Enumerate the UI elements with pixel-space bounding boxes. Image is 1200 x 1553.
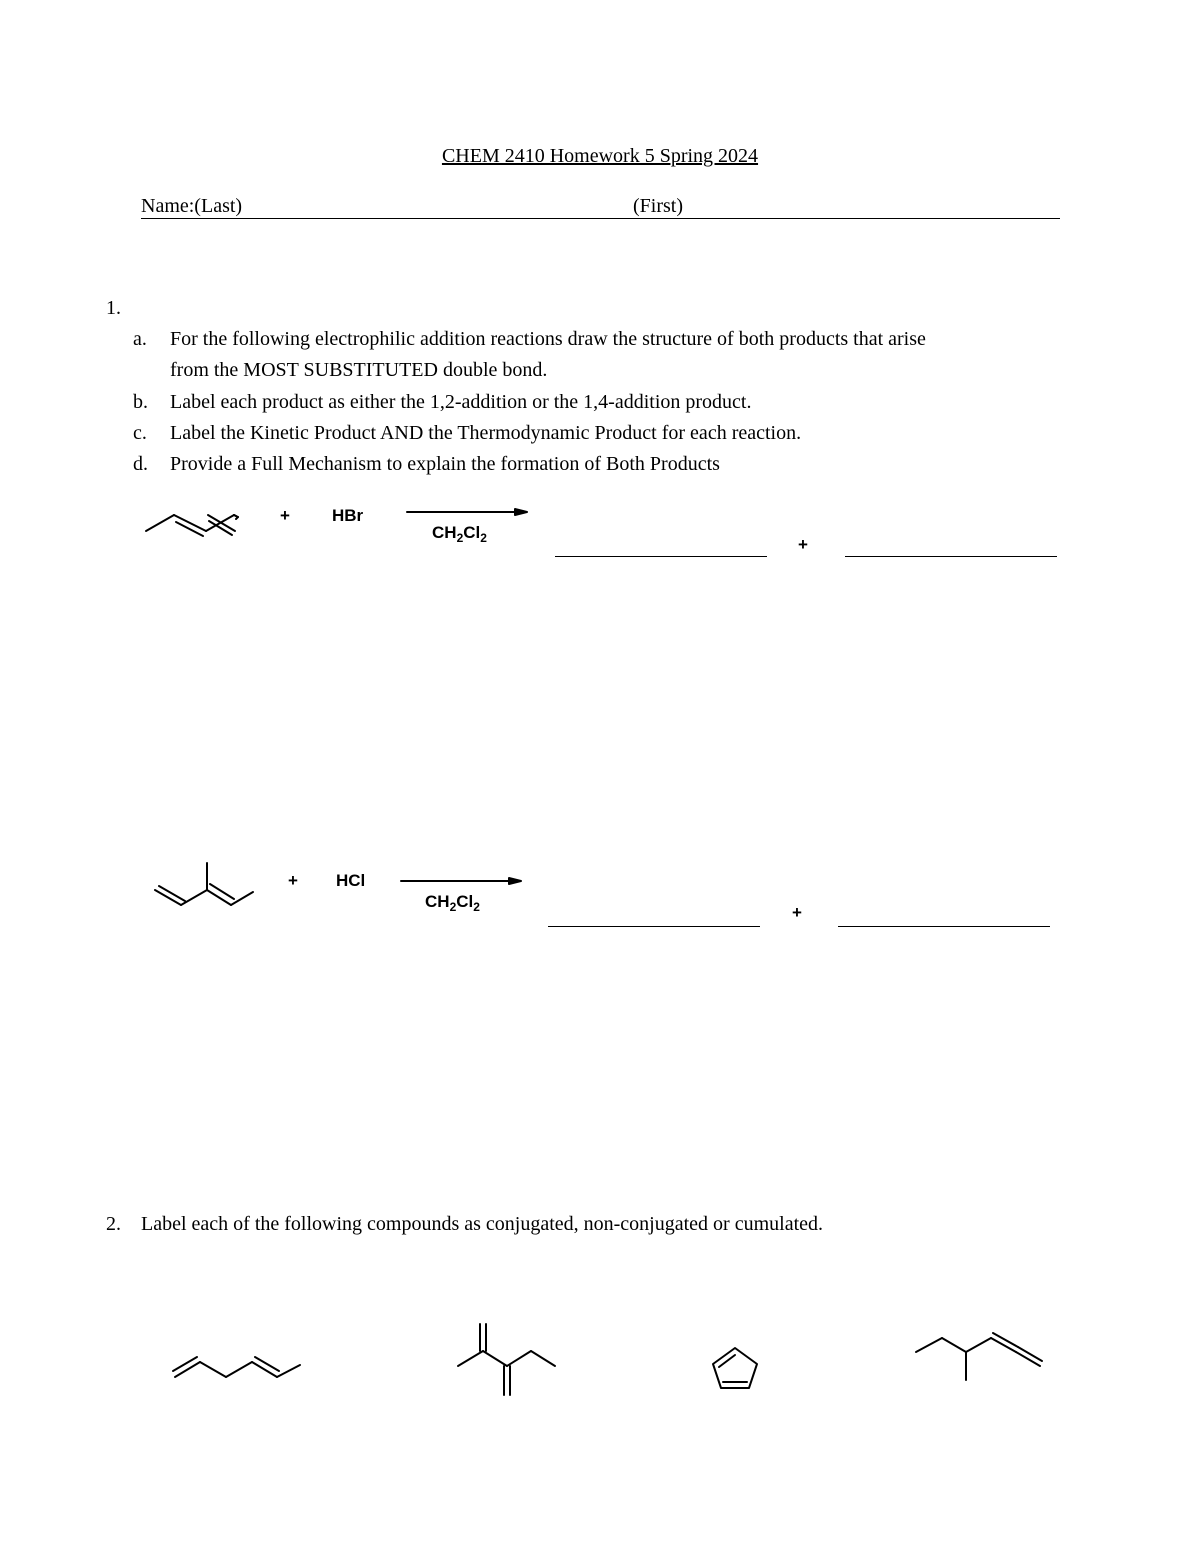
item-letter: c. (133, 422, 147, 444)
item-text: Provide a Full Mechanism to explain the formation of Both Products (170, 453, 720, 475)
question-1-number: 1. (106, 297, 121, 319)
question-2-text: Label each of the following compounds as conjugated, non-conjugated or cumulated. (141, 1213, 824, 1235)
item-letter: d. (133, 453, 148, 475)
compound-structure-1 (170, 1352, 310, 1392)
name-field[interactable] (141, 196, 1060, 219)
plus-sign: + (288, 871, 298, 890)
product-blank-2[interactable] (845, 556, 1057, 557)
solvent-label: $CH_2Cl_2$ (432, 523, 487, 545)
compound-structure-3 (708, 1344, 768, 1394)
compound-structure-2 (452, 1320, 562, 1400)
product-plus-sign: + (798, 535, 808, 554)
solvent-label: $CH_2Cl_2$ (425, 892, 480, 914)
product-plus-sign: + (792, 903, 802, 922)
diene-structure-2 (150, 860, 260, 920)
name-first-label: (First) (633, 195, 683, 217)
product-blank-1[interactable] (555, 556, 767, 557)
reagent-label: HCl (336, 871, 366, 890)
reaction-arrow (405, 506, 535, 518)
compound-structure-4 (910, 1332, 1050, 1392)
item-text: Label the Kinetic Product AND the Thermodynamic Product for each reaction. (170, 422, 802, 444)
product-blank-2[interactable] (838, 926, 1050, 927)
item-text: from the MOST SUBSTITUTED double bond. (170, 359, 548, 381)
question-2-number: 2. (106, 1213, 121, 1235)
item-text: For the following electrophilic addition reactions draw the structure of both products that arise (170, 328, 926, 350)
plus-sign: + (280, 506, 290, 525)
page-title: CHEM 2410 Homework 5 Spring 2024 (441, 145, 759, 167)
reaction-arrow (399, 875, 529, 887)
product-blank-1[interactable] (548, 926, 760, 927)
diene-structure-1-end (205, 505, 265, 545)
name-last-label: Name:(Last) (141, 195, 243, 217)
item-letter: a. (133, 328, 147, 350)
item-letter: b. (133, 391, 148, 413)
item-text: Label each product as either the 1,2-addition or the 1,4-addition product. (170, 391, 752, 413)
reagent-label: HBr (332, 506, 364, 525)
